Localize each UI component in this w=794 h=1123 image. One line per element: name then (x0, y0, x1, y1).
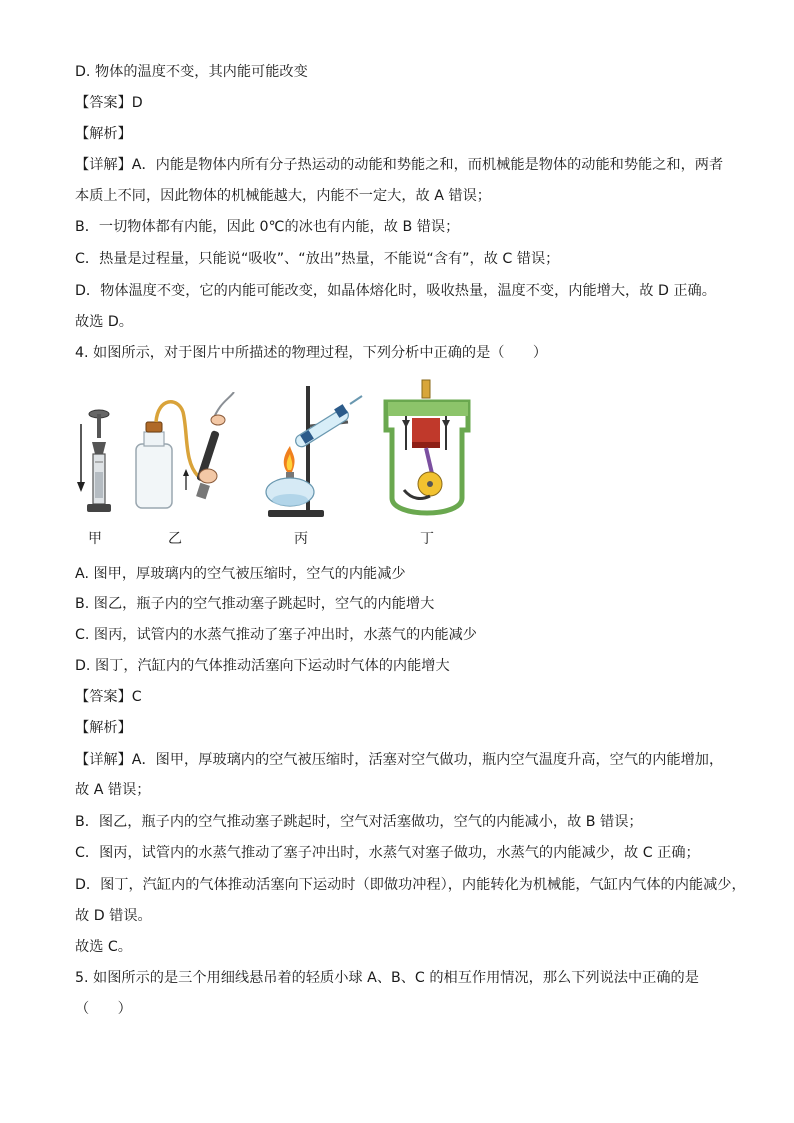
q4-answer: 【答案】C (75, 689, 142, 705)
figure-label-ding: 丁 (420, 531, 434, 547)
q3-conclusion: 故选 D。 (75, 314, 133, 330)
q4-detail-d2: 故 D 错误。 (75, 908, 152, 924)
q4-conclusion: 故选 C。 (75, 939, 132, 955)
figure-bing-test-tube-burner (262, 382, 372, 520)
q4-option-a: A. 图甲，厚玻璃内的空气被压缩时，空气的内能减少 (75, 566, 406, 582)
figure-label-jia: 甲 (88, 531, 102, 547)
q4-detail-b: B．图乙，瓶子内的空气推动塞子跳起时，空气对活塞做功，空气的内能减小，故 B 错误； (75, 814, 643, 830)
q3-detail-b: B．一切物体都有内能，因此 0℃的冰也有内能，故 B 错误； (75, 219, 460, 235)
q4-option-c: C. 图丙，试管内的水蒸气推动了塞子冲出时，水蒸气的内能减少 (75, 627, 477, 643)
q4-stem: 4. 如图所示，对于图片中所描述的物理过程，下列分析中正确的是（ ） (75, 345, 548, 361)
q4-detail-line1: 【详解】A．图甲，厚玻璃内的空气被压缩时，活塞对空气做功，瓶内空气温度升高，空气的内能增加， (75, 752, 724, 768)
q4-option-b: B. 图乙，瓶子内的空气推动塞子跳起时，空气的内能增大 (75, 596, 435, 612)
figure-ding-engine-cylinder (382, 378, 478, 524)
q3-detail-line2: 本质上不同，因此物体的机械能越大，内能不一定大，故 A 错误； (75, 188, 491, 204)
figure-jia-compression-cylinder (72, 402, 122, 522)
q4-option-d: D. 图丁，汽缸内的气体推动活塞向下运动时气体的内能增大 (75, 658, 450, 674)
q3-detail-line1: 【详解】A．内能是物体内所有分子热运动的动能和势能之和，而机械能是物体的动能和势能之和，两者 (75, 157, 724, 173)
q4-analysis-title: 【解析】 (75, 720, 132, 736)
q3-detail-c: C．热量是过程量，只能说“吸收”、“放出”热量，不能说“含有”，故 C 错误； (75, 251, 560, 267)
figure-label-bing: 丙 (294, 531, 308, 547)
q4-detail-c: C．图丙，试管内的水蒸气推动了塞子冲出时，水蒸气对塞子做功，水蒸气的内能减少，故 C 正确； (75, 845, 700, 861)
q3-detail-d: D．物体温度不变，它的内能可能改变，如晶体熔化时，吸收热量，温度不变，内能增大，故 D 正确。 (75, 283, 716, 299)
q3-option-d: D. 物体的温度不变，其内能可能改变 (75, 64, 308, 80)
q5-stem-cont: （ ） (75, 1001, 132, 1017)
q4-detail-d1: D．图丁，汽缸内的气体推动活塞向下运动时（即做功冲程），内能转化为机械能，气缸内气体的内能减少， (75, 877, 746, 893)
q5-stem: 5. 如图所示的是三个用细线悬吊着的轻质小球 A、B、C 的相互作用情况，那么下列说法中正确的是 (75, 970, 699, 986)
figure-label-yi: 乙 (168, 531, 182, 547)
q4-detail-line2: 故 A 错误； (75, 782, 151, 798)
q3-answer: 【答案】D (75, 95, 143, 111)
q3-analysis-title: 【解析】 (75, 126, 132, 142)
figure-yi-bottle-pump (128, 392, 238, 514)
